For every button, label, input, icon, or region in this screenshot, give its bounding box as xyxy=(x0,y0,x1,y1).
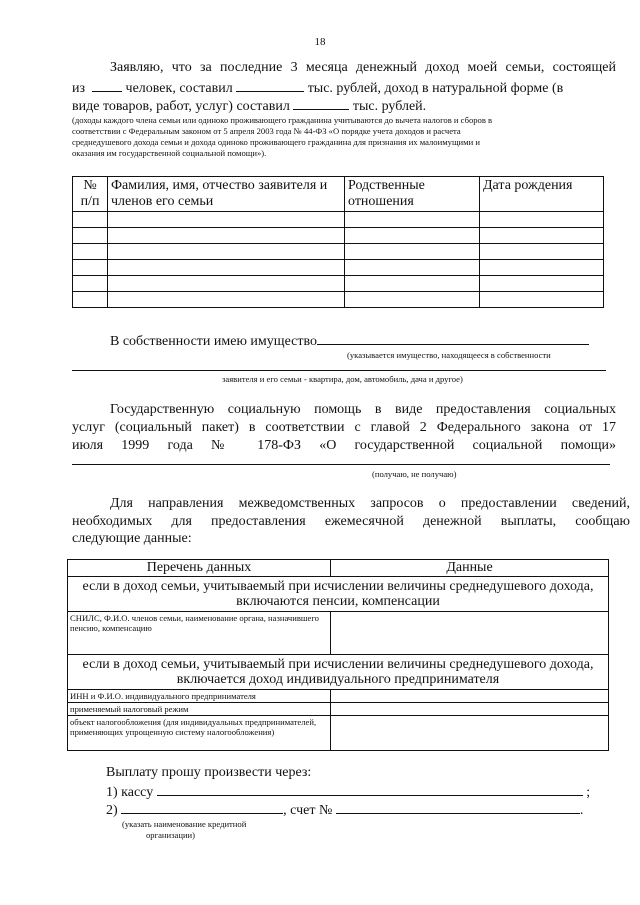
interdept-line1: Для направления межведомственных запросов о предоставлении сведений, xyxy=(110,496,630,511)
data-table xyxy=(67,559,609,751)
tax-object-label: объект налогообложения (для индивидуальных предпринимателей, применяющих упрощенную систему налогообложения) xyxy=(68,716,331,751)
interdept-line3: следующие данные: xyxy=(72,531,192,546)
table-row xyxy=(68,703,609,716)
family-size-field[interactable] xyxy=(92,79,122,92)
table-row xyxy=(68,612,609,655)
declaration-line3: виде товаров, работ, услуг) составил тыс. рублей. xyxy=(72,99,427,114)
table-row[interactable] xyxy=(73,212,604,228)
family-table-header xyxy=(73,177,604,212)
social-help-line3: июля 1999 года № 178-ФЗ «О государственной социальной помощи» xyxy=(72,438,616,453)
tax-regime-label: применяемый налоговый режим xyxy=(68,703,331,716)
payment-option-bank: 2) , счет № . xyxy=(106,803,584,818)
col-number: № п/п xyxy=(73,177,108,212)
property-hint-2: заявителя и его семьи - квартира, дом, автомобиль, дача и другое) xyxy=(222,374,463,384)
table-row[interactable] xyxy=(73,260,604,276)
cashier-field[interactable] xyxy=(157,783,583,796)
declaration-note-2: соответствии с Федеральным законом от 5 апреля 2003 года № 44-ФЗ «О порядке учета доходов и расчета xyxy=(72,126,461,136)
table-row xyxy=(68,690,609,703)
section-entrepreneur-title: если в доход семьи, учитываемый при исчислении величины среднедушевого дохода, включается доход индивидуального предпринимателя xyxy=(68,655,609,690)
property-field-2[interactable] xyxy=(72,370,606,371)
property-label: В собственности имею имущество xyxy=(110,332,589,350)
snils-field[interactable] xyxy=(331,612,609,655)
bank-hint-2: организации) xyxy=(146,830,195,840)
payment-option-cash: 1) кассу ; xyxy=(106,785,591,800)
table-row[interactable] xyxy=(73,292,604,308)
family-table xyxy=(72,176,604,308)
interdept-line2: необходимых для предоставления ежемесячной денежной выплаты, сообщаю xyxy=(72,514,630,529)
bank-name-field[interactable] xyxy=(121,801,283,814)
col-relation: Родственные отношения xyxy=(345,177,480,212)
col-data-list: Перечень данных xyxy=(68,560,331,577)
section-pensions xyxy=(68,577,609,612)
social-help-line1: Государственную социальную помощь в виде предоставления социальных xyxy=(110,402,616,417)
page-number: 18 xyxy=(314,36,326,48)
declaration-note-4: оказания им государственной социальной помощи»). xyxy=(72,148,267,158)
table-row xyxy=(68,716,609,751)
declaration-note-3: среднедушевого дохода семьи и дохода одиноко проживающего гражданина для признания их малоимущими и xyxy=(72,137,480,147)
account-number-field[interactable] xyxy=(336,801,580,814)
declaration-line2: из человек, составил тыс. рублей, доход в натуральной форме (в xyxy=(72,81,564,96)
tax-object-field[interactable] xyxy=(331,716,609,751)
payment-title: Выплату прошу произвести через: xyxy=(106,765,312,780)
col-fullname: Фамилия, имя, отчество заявителя и членов его семьи xyxy=(108,177,345,212)
income-field[interactable] xyxy=(236,79,304,92)
inn-field[interactable] xyxy=(331,690,609,703)
social-help-line2: услуг (социальный пакет) в соответствии с главой 2 Федерального закона от 17 xyxy=(72,420,616,435)
snils-label: СНИЛС, Ф.И.О. членов семьи, наименование органа, назначившего пенсию, компенсацию xyxy=(68,612,331,655)
bank-hint-1: (указать наименование кредитной xyxy=(122,819,247,829)
col-data-value: Данные xyxy=(331,560,609,577)
property-hint-1: (указывается имущество, находящееся в собственности xyxy=(347,350,551,360)
declaration-line1: Заявляю, что за последние 3 месяца денежный доход моей семьи, состоящей xyxy=(110,60,616,75)
inn-label: ИНН и Ф.И.О. индивидуального предпринимателя xyxy=(68,690,331,703)
section-entrepreneur xyxy=(68,655,609,690)
property-field[interactable] xyxy=(317,332,589,345)
natural-income-field[interactable] xyxy=(293,97,349,110)
declaration-note-1: (доходы каждого члена семьи или одиноко проживающего гражданина учитываются до вычета налогов и сборов в xyxy=(72,115,493,125)
social-help-field[interactable] xyxy=(72,464,610,465)
data-table-header xyxy=(68,560,609,577)
col-birthdate: Дата рождения xyxy=(480,177,604,212)
table-row[interactable] xyxy=(73,228,604,244)
table-row[interactable] xyxy=(73,244,604,260)
social-help-hint: (получаю, не получаю) xyxy=(372,469,457,479)
tax-regime-field[interactable] xyxy=(331,703,609,716)
table-row[interactable] xyxy=(73,276,604,292)
section-pensions-title: если в доход семьи, учитываемый при исчислении величины среднедушевого дохода, включаются пенсии, компенсации xyxy=(68,577,609,612)
